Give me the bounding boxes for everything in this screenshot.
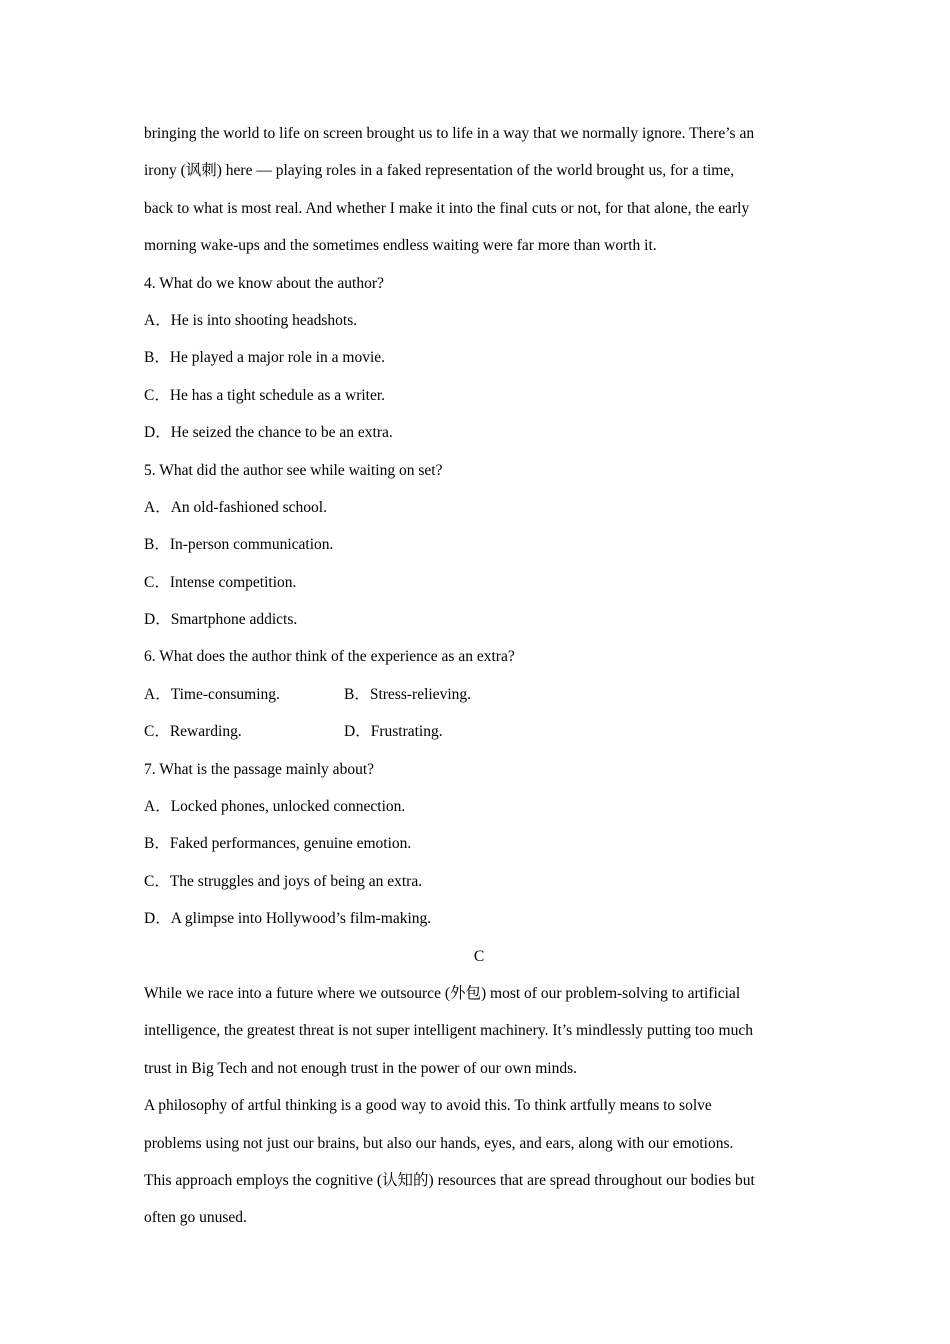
passage-b-tail <box>144 115 814 265</box>
option-a: A．Time-consuming. <box>144 685 280 703</box>
passage-line: bringing the world to life on screen brought us to life in a way that we normally ignore. There’s an <box>144 125 755 142</box>
option-d: D．Smartphone addicts. <box>144 611 298 629</box>
passage-line: back to what is most real. And whether I make it into the final cuts or not, for that alone, the early <box>144 199 750 217</box>
option-row <box>144 713 814 750</box>
passage-line: irony (讽刺) here — playing roles in a faked representation of the world brought us, for a time, <box>144 162 735 180</box>
option-b: B．Faked performances, genuine emotion. <box>144 835 412 853</box>
option-b: B．In-person communication. <box>144 536 334 554</box>
option-d: D．He seized the chance to be an extra. <box>144 424 393 442</box>
section-c-paragraph-1 <box>144 975 814 1087</box>
passage-line: often go unused. <box>144 1209 247 1227</box>
option-b: B．Stress-relieving. <box>344 685 471 703</box>
passage-line: morning wake-ups and the sometimes endless waiting were far more than worth it. <box>144 237 657 255</box>
question-7 <box>144 751 814 938</box>
passage-line: A philosophy of artful thinking is a good way to avoid this. To think artfully means to solve <box>144 1097 712 1115</box>
section-heading: C <box>473 947 485 965</box>
option-c: C．He has a tight schedule as a writer. <box>144 386 386 404</box>
option-b: B．He played a major role in a movie. <box>144 349 386 367</box>
question-5 <box>144 452 814 639</box>
passage-line: While we race into a future where we outsource (外包) most of our problem-solving to artificial <box>144 984 741 1002</box>
question-stem: 6. What does the author think of the experience as an extra? <box>144 648 515 666</box>
passage-line: problems using not just our brains, but also our hands, eyes, and ears, along with our emotions. <box>144 1134 734 1152</box>
passage-line: trust in Big Tech and not enough trust in the power of our own minds. <box>144 1059 578 1077</box>
question-stem: 5. What did the author see while waiting on set? <box>144 461 443 479</box>
passage-line: This approach employs the cognitive (认知的) resources that are spread throughout our bodies but <box>144 1171 755 1189</box>
section-c-paragraph-2 <box>144 1087 814 1237</box>
passage-line: intelligence, the greatest threat is not super intelligent machinery. It’s mindlessly putting too much <box>144 1022 753 1040</box>
option-c: C．The struggles and joys of being an extra. <box>144 872 423 890</box>
option-a: A．Locked phones, unlocked connection. <box>144 798 406 816</box>
question-stem: 7. What is the passage mainly about? <box>144 760 375 778</box>
option-a: A．An old-fashioned school. <box>144 498 327 516</box>
question-6 <box>144 638 814 750</box>
option-c: C．Rewarding. <box>144 723 242 741</box>
document-page <box>144 115 814 1237</box>
question-4 <box>144 265 814 452</box>
option-c: C．Intense competition. <box>144 573 297 591</box>
option-d: D．Frustrating. <box>344 723 443 741</box>
option-row <box>144 676 814 713</box>
option-a: A．He is into shooting headshots. <box>144 311 358 329</box>
question-stem: 4. What do we know about the author? <box>144 274 384 292</box>
option-d: D．A glimpse into Hollywood’s film-making. <box>144 910 432 928</box>
